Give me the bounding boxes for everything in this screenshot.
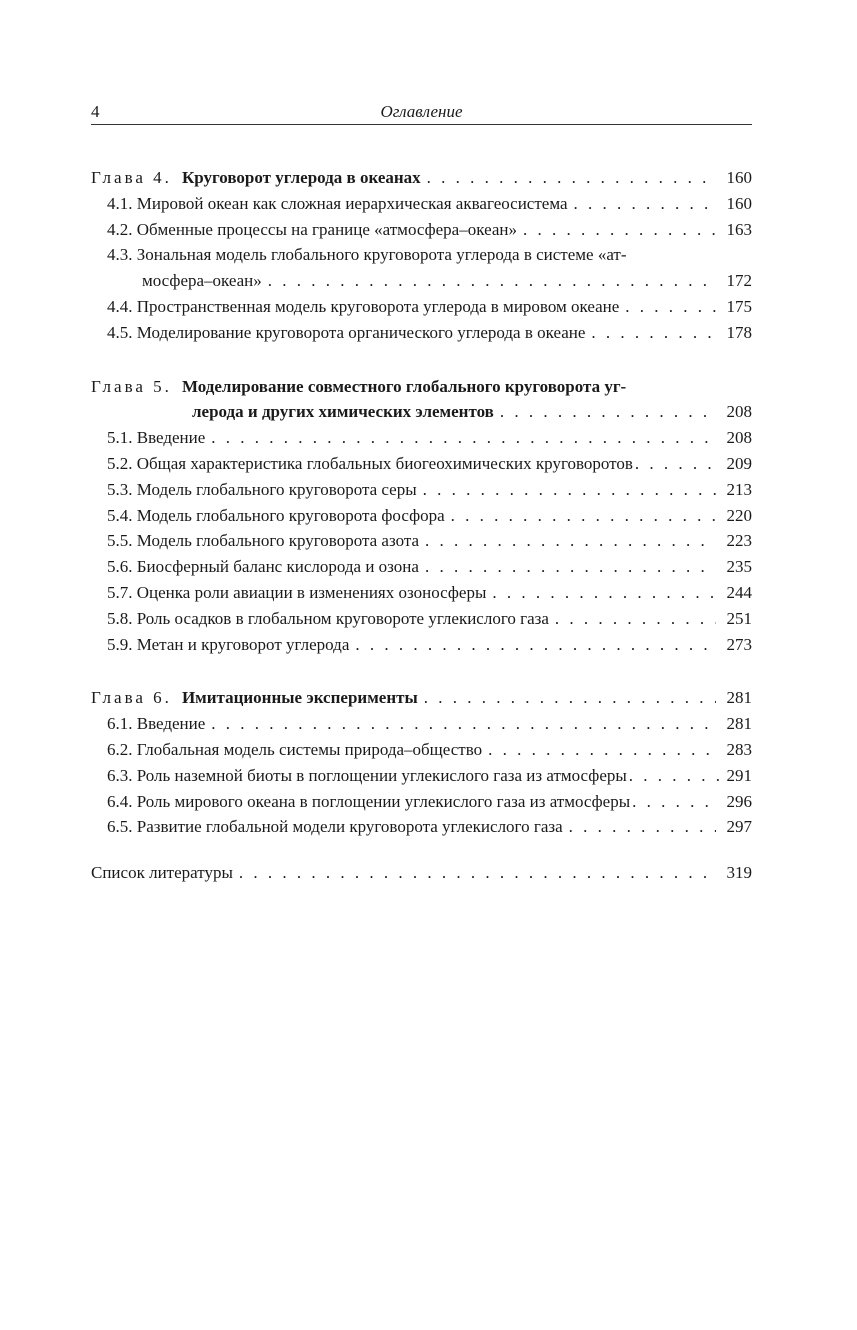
section-title: Развитие глобальной модели круговорота углекислого газа <box>136 817 563 837</box>
dot-leader <box>423 477 716 503</box>
section-number: 6.1. <box>107 714 133 734</box>
dot-leader <box>492 580 716 606</box>
section-title: Метан и круговорот углерода <box>136 634 350 654</box>
section-number: 4.2. <box>107 219 133 239</box>
toc-entry[interactable] <box>91 632 752 658</box>
toc-entry[interactable] <box>91 814 752 840</box>
chapter-4 <box>91 165 752 346</box>
chapter-heading-line2[interactable] <box>91 399 752 425</box>
dot-leader <box>211 425 716 451</box>
toc-entry[interactable] <box>91 217 752 243</box>
toc-entry-line1[interactable] <box>91 242 752 268</box>
chapter-label: Глава 6. <box>91 688 172 708</box>
section-title: Роль мирового океана в поглощении углекислого газа из атмосферы <box>136 791 631 811</box>
toc-entry[interactable] <box>91 789 752 815</box>
page-ref: 209 <box>726 453 752 473</box>
chapter-5 <box>91 374 752 658</box>
section-number: 6.2. <box>107 739 133 759</box>
dot-leader <box>424 685 716 711</box>
chapter-title: Моделирование совместного глобального круговорота уг- <box>181 376 627 396</box>
page-ref: 208 <box>726 402 752 422</box>
chapter-heading-line1[interactable] <box>91 374 752 400</box>
section-number: 4.4. <box>107 296 133 316</box>
section-number: 5.2. <box>107 453 133 473</box>
dot-leader <box>211 711 716 737</box>
chapter-label: Глава 5. <box>91 376 172 396</box>
dot-leader <box>425 554 716 580</box>
section-title: Обменные процессы на границе «атмосфера–океан» <box>136 219 517 239</box>
page-ref: 208 <box>726 428 752 448</box>
section-title: Роль наземной биоты в поглощении углекислого газа из атмосферы <box>136 765 627 785</box>
section-title: Введение <box>136 714 206 734</box>
dot-leader <box>591 320 716 346</box>
section-number: 5.8. <box>107 608 133 628</box>
page-number: 4 <box>91 102 100 121</box>
chapter-title: Имитационные эксперименты <box>181 688 418 708</box>
page-ref: 223 <box>726 531 752 551</box>
section-title-continued: мосфера–океан» <box>142 271 262 291</box>
chapter-title-continued: лерода и других химических элементов <box>192 402 494 422</box>
page-ref: 160 <box>726 193 752 213</box>
page-ref: 163 <box>726 219 752 239</box>
toc-entry[interactable] <box>91 554 752 580</box>
dot-leader <box>427 165 716 191</box>
toc-entry[interactable] <box>91 477 752 503</box>
page-ref: 291 <box>726 765 752 785</box>
chapter-6 <box>91 685 752 840</box>
section-number: 5.3. <box>107 479 133 499</box>
section-title: Оценка роли авиации в изменениях озоносферы <box>136 582 487 602</box>
section-number: 4.3. <box>107 245 133 265</box>
section-number: 5.7. <box>107 582 133 602</box>
chapter-label: Глава 4. <box>91 168 172 187</box>
page-ref: 281 <box>726 714 752 734</box>
section-number: 5.4. <box>107 505 133 525</box>
section-title: Биосферный баланс кислорода и озона <box>136 557 419 577</box>
page-ref: 220 <box>726 505 752 525</box>
dot-leader <box>488 737 716 763</box>
page-ref: 251 <box>726 608 752 628</box>
section-title: Роль осадков в глобальном круговороте углекислого газа <box>136 608 549 628</box>
toc-entry[interactable] <box>91 425 752 451</box>
page-ref: 297 <box>726 817 752 837</box>
dot-leader <box>523 217 716 243</box>
toc-entry[interactable] <box>91 711 752 737</box>
toc-entry-line2[interactable] <box>91 268 752 294</box>
section-number: 5.1. <box>107 428 133 448</box>
toc-entry[interactable] <box>91 191 752 217</box>
toc-entry[interactable] <box>91 503 752 529</box>
running-head <box>91 102 752 125</box>
section-title: Глобальная модель системы природа–общество <box>136 739 483 759</box>
chapter-title: Круговорот углерода в океанах <box>181 168 421 187</box>
chapter-heading[interactable] <box>91 165 752 191</box>
dot-leader <box>500 399 716 425</box>
page-title: Оглавление <box>380 102 463 121</box>
dot-leader <box>425 528 716 554</box>
dot-leader <box>635 451 720 477</box>
dot-leader <box>239 860 716 886</box>
dot-leader <box>574 191 716 217</box>
toc-entry[interactable] <box>91 528 752 554</box>
section-number: 4.5. <box>107 322 133 342</box>
toc-entry[interactable] <box>91 606 752 632</box>
page-ref: 160 <box>726 168 752 187</box>
section-number: 5.5. <box>107 531 133 551</box>
dot-leader <box>632 789 720 815</box>
dot-leader <box>625 294 716 320</box>
section-title: Мировой океан как сложная иерархическая аквагеосистема <box>136 193 568 213</box>
section-title: Пространственная модель круговорота углерода в мировом океане <box>136 296 620 316</box>
toc-entry[interactable] <box>91 294 752 320</box>
page-ref: 283 <box>726 739 752 759</box>
toc-entry[interactable] <box>91 763 752 789</box>
bibliography-entry[interactable] <box>91 860 752 886</box>
section-title: Введение <box>136 428 206 448</box>
page-ref: 213 <box>726 479 752 499</box>
section-title: Зональная модель глобального круговорота углерода в системе «ат- <box>136 245 627 265</box>
section-number: 6.3. <box>107 765 133 785</box>
page-ref: 281 <box>726 688 752 708</box>
table-of-contents <box>91 165 752 886</box>
section-number: 5.6. <box>107 557 133 577</box>
section-title: Общая характеристика глобальных биогеохимических круговоротов <box>136 453 633 473</box>
bibliography-title: Список литературы <box>91 863 233 883</box>
section-title: Модель глобального круговорота азота <box>136 531 420 551</box>
section-number: 6.5. <box>107 817 133 837</box>
page-ref: 178 <box>726 322 752 342</box>
section-number: 6.4. <box>107 791 133 811</box>
toc-entry[interactable] <box>91 320 752 346</box>
page-ref: 172 <box>726 271 752 291</box>
section-number: 4.1. <box>107 193 133 213</box>
page-ref: 319 <box>726 863 752 883</box>
section-title: Модель глобального круговорота фосфора <box>136 505 445 525</box>
toc-entry[interactable] <box>91 451 752 477</box>
dot-leader <box>569 814 716 840</box>
page-ref: 273 <box>726 634 752 654</box>
chapter-heading[interactable] <box>91 685 752 711</box>
dot-leader <box>451 503 716 529</box>
dot-leader <box>355 632 716 658</box>
page-ref: 235 <box>726 557 752 577</box>
section-number: 5.9. <box>107 634 133 654</box>
page-ref: 175 <box>726 296 752 316</box>
dot-leader <box>268 268 716 294</box>
section-title: Модель глобального круговорота серы <box>136 479 417 499</box>
toc-entry[interactable] <box>91 580 752 606</box>
section-title: Моделирование круговорота органического углерода в океане <box>136 322 586 342</box>
page-ref: 244 <box>726 582 752 602</box>
dot-leader <box>555 606 716 632</box>
toc-entry[interactable] <box>91 737 752 763</box>
page-ref: 296 <box>726 791 752 811</box>
dot-leader <box>629 763 720 789</box>
